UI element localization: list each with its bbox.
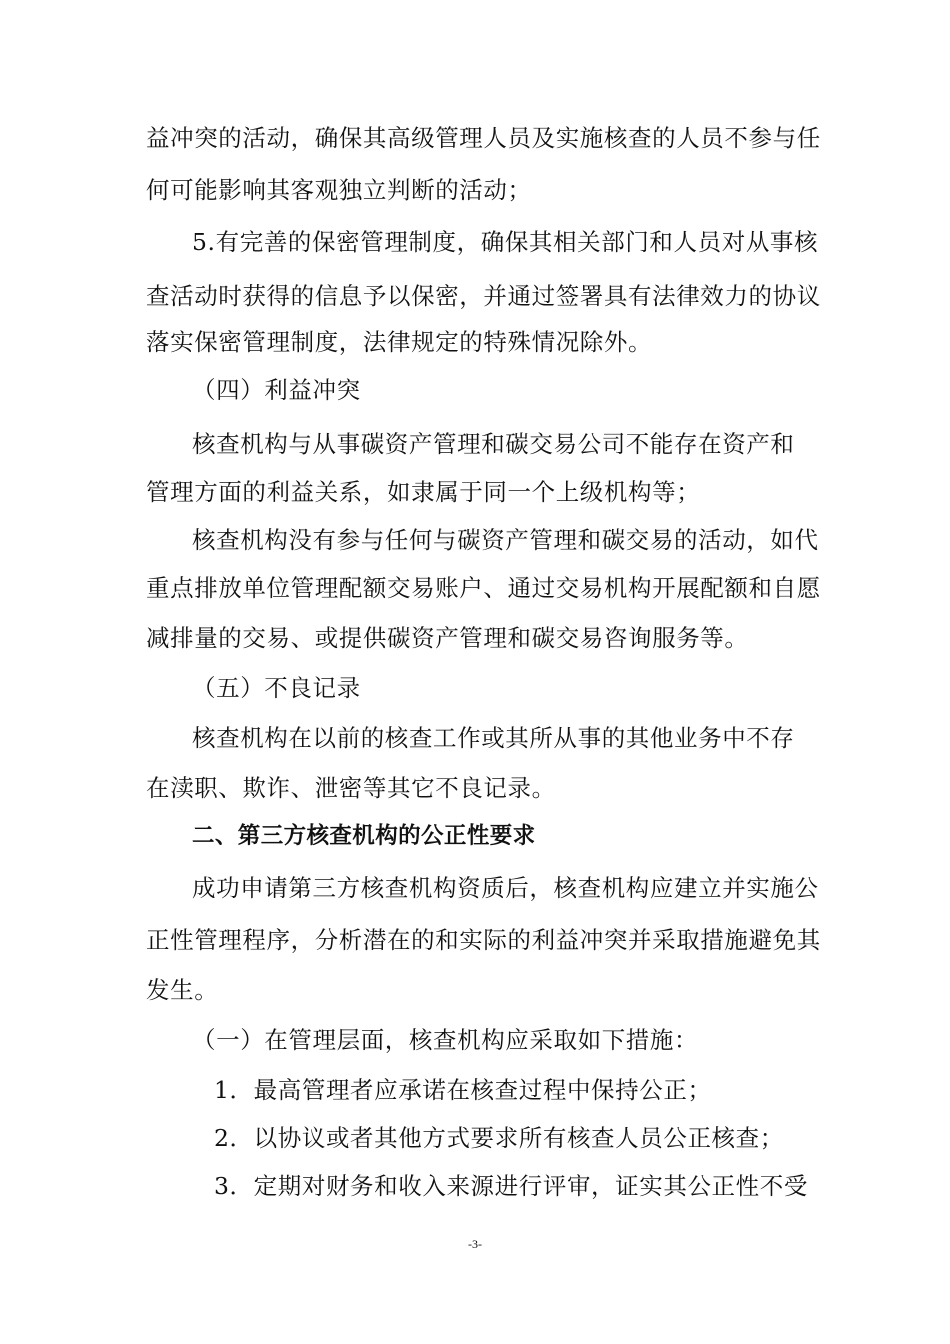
section-heading: （四）利益冲突 — [192, 376, 361, 404]
body-text-line: 何可能影响其客观独立判断的活动； — [146, 176, 532, 204]
list-item: 2．以协议或者其他方式要求所有核查人员公正核查； — [214, 1124, 784, 1152]
body-text-line: 益冲突的活动，确保其高级管理人员及实施核查的人员不参与任 — [146, 124, 821, 152]
body-text-line: 管理方面的利益关系，如隶属于同一个上级机构等； — [146, 478, 701, 506]
body-text-line: 减排量的交易、或提供碳资产管理和碳交易咨询服务等。 — [146, 624, 749, 652]
body-text-line: 查活动时获得的信息予以保密，并通过签署具有法律效力的协议 — [146, 282, 821, 310]
body-text-line: 核查机构没有参与任何与碳资产管理和碳交易的活动，如代 — [192, 526, 819, 554]
body-text-line: 5.有完善的保密管理制度，确保其相关部门和人员对从事核 — [192, 228, 819, 256]
body-text-line: 成功申请第三方核查机构资质后，核查机构应建立并实施公 — [192, 874, 819, 902]
section-heading: （一）在管理层面，核查机构应采取如下措施： — [192, 1026, 699, 1054]
body-text-line: 核查机构在以前的核查工作或其所从事的其他业务中不存 — [192, 724, 795, 752]
body-text-line: 发生。 — [146, 976, 219, 1004]
body-text-line: 核查机构与从事碳资产管理和碳交易公司不能存在资产和 — [192, 430, 795, 458]
body-text-line: 正性管理程序，分析潜在的和实际的利益冲突并采取措施避免其 — [146, 926, 821, 954]
body-text-line: 落实保密管理制度，法律规定的特殊情况除外。 — [146, 328, 653, 356]
body-text-line: 重点排放单位管理配额交易账户、通过交易机构开展配额和自愿 — [146, 574, 821, 602]
list-item: 3．定期对财务和收入来源进行评审，证实其公正性不受 — [214, 1172, 808, 1200]
section-heading: （五）不良记录 — [192, 674, 361, 702]
list-item: 1．最高管理者应承诺在核查过程中保持公正； — [214, 1076, 712, 1104]
body-text-line: 在渎职、欺诈、泄密等其它不良记录。 — [146, 774, 556, 802]
chapter-heading: 二、第三方核查机构的公正性要求 — [192, 823, 536, 849]
page-number: -3- — [468, 1237, 482, 1251]
